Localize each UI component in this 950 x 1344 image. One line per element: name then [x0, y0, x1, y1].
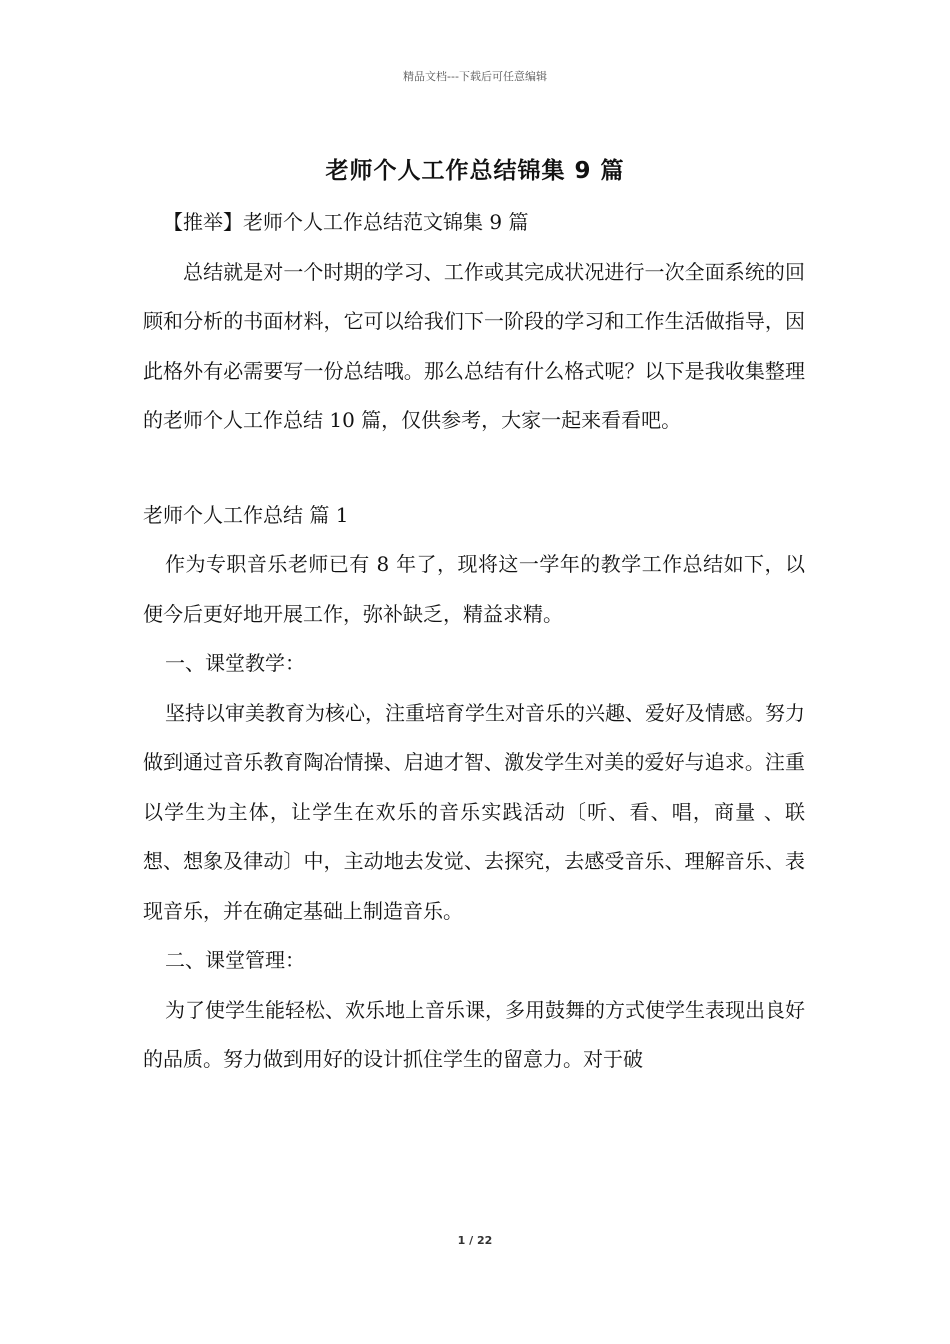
section-spacer	[143, 446, 805, 491]
paragraph-2: 坚持以审美教育为核心，注重培育学生对音乐的兴趣、爱好及情感。努力做到通过音乐教育陶冶情操、启迪才智、激发学生对美的爱好与追求。注重以学生为主体，让学生在欢乐的音乐实践活动〔听、看、唱，商量 、联想、想象及律动〕中，主动地去发觉、去探究，去感受音乐、理解音乐、表现音乐，并在确定基础上制造音乐。	[143, 700, 805, 923]
section-heading: 老师个人工作总结 篇 1	[143, 502, 349, 527]
document-title: 老师个人工作总结锦集 9 篇	[325, 158, 625, 184]
subheading-classroom-management: 二、课堂管理：	[165, 948, 305, 972]
recommend-line: 【推举】老师个人工作总结范文锦集 9 篇	[163, 210, 529, 234]
page-number: 1 / 22	[457, 1234, 493, 1247]
intro-paragraph: 总结就是对一个时期的学习、工作或其完成状况进行一次全面系统的回顾和分析的书面材料，它可以给我们下一阶段的学习和工作生活做指导，因此格外有必需要写一份总结哦。那么总结有什么格式呢？以下是我收集整理的老师个人工作总结 10 篇，仅供参考，大家一起来看看吧。	[143, 259, 805, 432]
paragraph-1: 作为专职音乐老师已有 8 年了，现将这一学年的教学工作总结如下，以便今后更好地开展工作，弥补缺乏，精益求精。	[143, 552, 805, 626]
document-body	[143, 198, 805, 1085]
subheading-classroom-teaching: 一、课堂教学：	[165, 651, 305, 675]
page-header: 精品文档---下载后可任意编辑	[403, 70, 547, 83]
paragraph-3: 为了使学生能轻松、欢乐地上音乐课，多用鼓舞的方式使学生表现出良好的品质。努力做到用好的设计抓住学生的留意力。对于破	[143, 997, 805, 1071]
